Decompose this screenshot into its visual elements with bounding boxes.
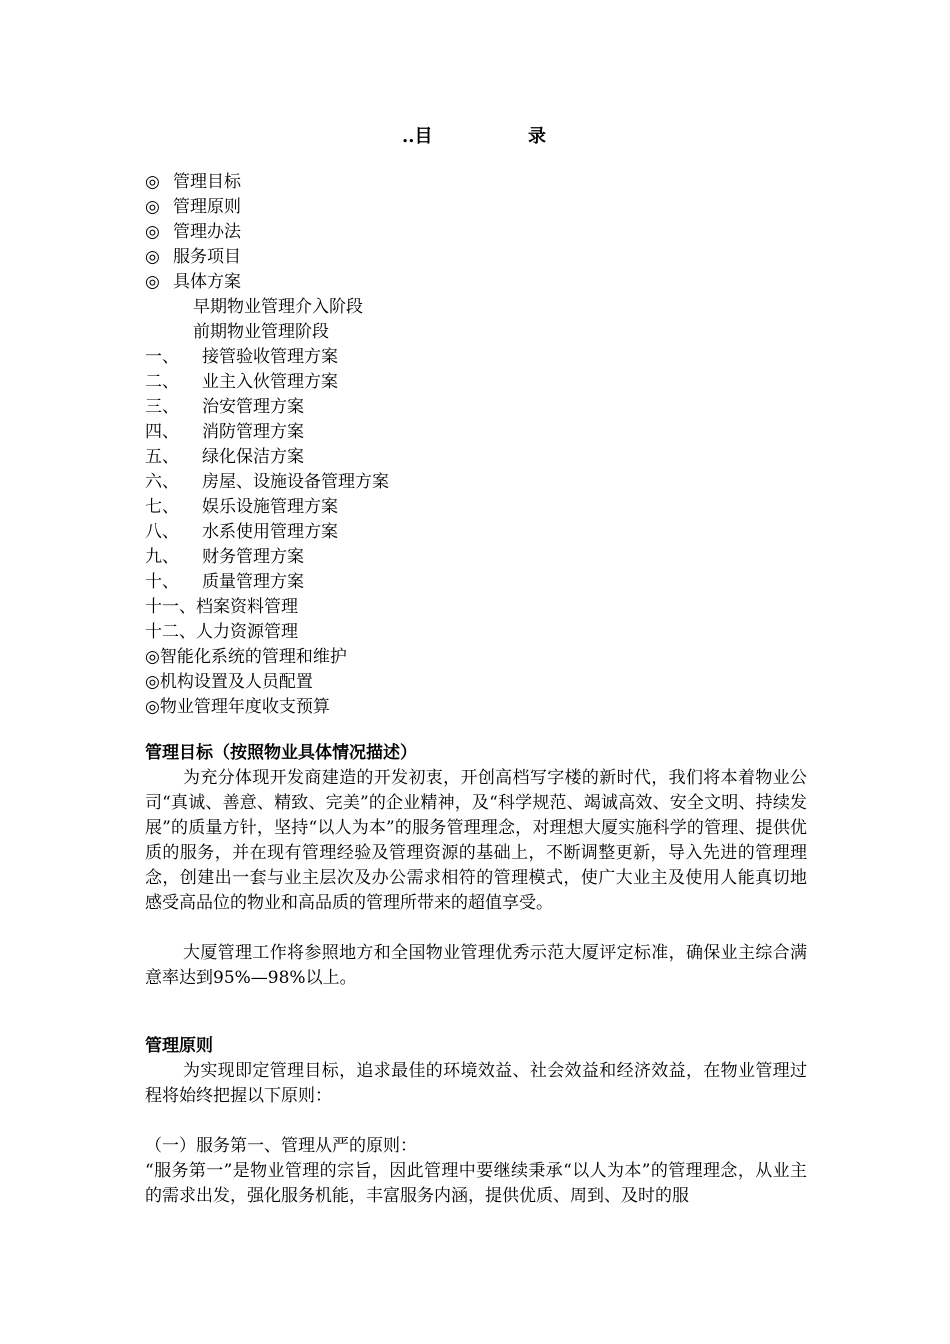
- toc-item-specific-plans[interactable]: [145, 270, 825, 295]
- toc-numbered-item[interactable]: [145, 470, 825, 495]
- paragraph: “服务第一”是物业管理的宗旨，因此管理中要继续秉承“以人为本”的管理理念，从业主的需求出发，强化服务机能，丰富服务内涵，提供优质、周到、及时的服: [145, 1161, 807, 1206]
- toc-subitem-preliminary-stage[interactable]: 前期物业管理阶段: [193, 322, 329, 342]
- sub-heading: （一）服务第一、管理从严的原则：: [145, 1136, 417, 1156]
- toc-numbered-item[interactable]: [145, 420, 825, 445]
- paragraph: 为实现即定管理目标，追求最佳的环境效益、社会效益和经济效益，在物业管理过程将始终把握以下原则：: [145, 1061, 807, 1106]
- toc-item-number: 三、: [145, 397, 179, 417]
- toc-item-label: 娱乐设施管理方案: [202, 497, 338, 517]
- table-of-contents: [145, 170, 825, 720]
- toc-item-number: 十、: [145, 572, 179, 592]
- toc-item-label: 管理目标: [173, 172, 241, 192]
- toc-item-label: 人力资源管理: [196, 622, 298, 642]
- section-management-principles: [145, 1034, 807, 1209]
- toc-item-management-methods[interactable]: [145, 220, 825, 245]
- bullet-circle-icon: ◎: [145, 697, 160, 717]
- toc-item-number: 五、: [145, 447, 179, 467]
- section-heading: 管理原则: [145, 1036, 213, 1056]
- toc-item-label: 物业管理年度收支预算: [159, 697, 330, 717]
- toc-item-label: 治安管理方案: [202, 397, 304, 417]
- toc-item-label: 档案资料管理: [196, 597, 298, 617]
- bullet-circle-icon: ◎: [145, 247, 160, 267]
- toc-item-number: 二、: [145, 372, 179, 392]
- toc-item-management-principles[interactable]: [145, 195, 825, 220]
- toc-numbered-item[interactable]: [145, 370, 825, 395]
- toc-numbered-item[interactable]: [145, 620, 825, 645]
- toc-subitem-early-stage[interactable]: 早期物业管理介入阶段: [193, 297, 363, 317]
- bullet-circle-icon: ◎: [145, 272, 160, 292]
- toc-item-organization-staffing[interactable]: [145, 670, 825, 695]
- section-heading: 管理目标（按照物业具体情况描述）: [145, 743, 417, 763]
- toc-item-number: 九、: [145, 547, 179, 567]
- toc-title: [0, 124, 950, 150]
- toc-item-number: 十二、: [145, 622, 196, 642]
- toc-numbered-item[interactable]: [145, 570, 825, 595]
- toc-item-annual-budget[interactable]: [145, 695, 825, 720]
- section-management-goals: [145, 741, 807, 991]
- toc-title-part1: ..目: [402, 126, 433, 147]
- toc-item-number: 七、: [145, 497, 179, 517]
- paragraph-spacer: [145, 916, 807, 941]
- toc-numbered-item[interactable]: [145, 595, 825, 620]
- toc-numbered-item[interactable]: [145, 445, 825, 470]
- toc-item-management-goals[interactable]: [145, 170, 825, 195]
- paragraph: 大厦管理工作将参照地方和全国物业管理优秀示范大厦评定标准，确保业主综合满意率达到95%—98%以上。: [145, 943, 807, 988]
- paragraph-spacer: [145, 1109, 807, 1134]
- bullet-circle-icon: ◎: [145, 172, 160, 192]
- toc-item-label: 机构设置及人员配置: [159, 672, 313, 692]
- bullet-circle-icon: ◎: [145, 197, 160, 217]
- bullet-circle-icon: ◎: [145, 222, 160, 242]
- toc-item-number: 一、: [145, 347, 179, 367]
- toc-item-label: 管理原则: [173, 197, 241, 217]
- toc-item-label: 具体方案: [173, 272, 241, 292]
- toc-item-label: 房屋、设施设备管理方案: [202, 472, 389, 492]
- toc-item-service-items[interactable]: [145, 245, 825, 270]
- toc-item-label: 质量管理方案: [202, 572, 304, 592]
- toc-numbered-item[interactable]: [145, 395, 825, 420]
- toc-numbered-item[interactable]: [145, 545, 825, 570]
- toc-item-label: 管理办法: [173, 222, 241, 242]
- toc-item-label: 消防管理方案: [202, 422, 304, 442]
- toc-item-label: 接管验收管理方案: [202, 347, 338, 367]
- toc-item-label: 绿化保洁方案: [202, 447, 304, 467]
- toc-item-label: 业主入伙管理方案: [202, 372, 338, 392]
- toc-item-number: 六、: [145, 472, 179, 492]
- toc-numbered-item[interactable]: [145, 495, 825, 520]
- toc-numbered-item[interactable]: [145, 520, 825, 545]
- toc-numbered-item[interactable]: [145, 345, 825, 370]
- bullet-circle-icon: ◎: [145, 672, 160, 692]
- paragraph: 为充分体现开发商建造的开发初衷，开创高档写字楼的新时代，我们将本着物业公司“真诚、善意、精致、完美”的企业精神，及“科学规范、竭诚高效、安全文明、持续发展”的质量方针，坚持“以人为本”的服务管理理念，对理想大厦实施科学的管理、提供优质的服务，并在现有管理经验及管理资源的基础上，不断调整更新，导入先进的管理理念，创建出一套与业主层次及办公需求相符的管理模式，使广大业主及使用人能真切地感受高品位的物业和高品质的管理所带来的超值享受。: [145, 768, 807, 913]
- toc-item-label: 智能化系统的管理和维护: [159, 647, 347, 667]
- bullet-circle-icon: ◎: [145, 647, 160, 667]
- toc-title-part2: 录: [528, 126, 546, 147]
- toc-item-number: 四、: [145, 422, 179, 442]
- toc-item-number: 八、: [145, 522, 179, 542]
- toc-item-label: 服务项目: [173, 247, 241, 267]
- toc-item-intelligent-systems[interactable]: [145, 645, 825, 670]
- toc-item-label: 财务管理方案: [202, 547, 304, 567]
- toc-item-number: 十一、: [145, 597, 196, 617]
- toc-item-label: 水系使用管理方案: [202, 522, 338, 542]
